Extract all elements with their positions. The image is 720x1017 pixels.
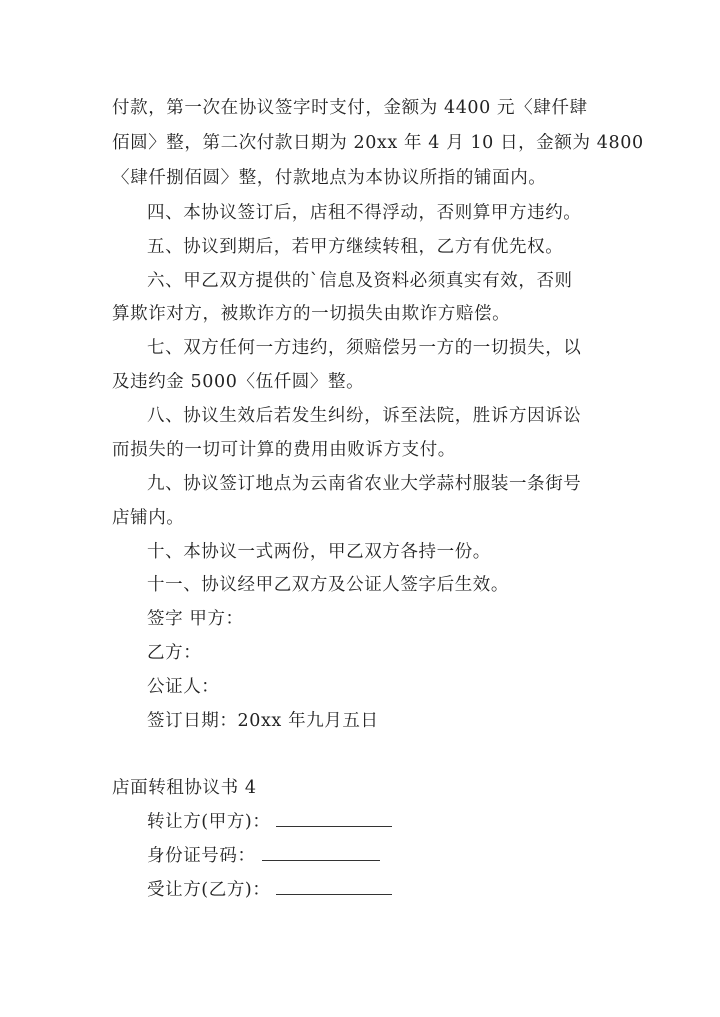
id-number-field xyxy=(147,845,380,867)
transferor-label: 转让方(甲方)： xyxy=(147,812,271,832)
signing-date: 签订日期：20xx 年九月五日 xyxy=(147,711,379,731)
id-number-label: 身份证号码： xyxy=(147,846,256,866)
clause-6-line-2: 算欺诈对方，被欺诈方的一切损失由欺诈方赔偿。 xyxy=(112,304,511,324)
section-title: 店面转租协议书 4 xyxy=(112,778,257,798)
id-number-blank xyxy=(262,846,380,861)
signature-party-a: 签字 甲方： xyxy=(147,609,244,629)
signature-party-b: 乙方： xyxy=(147,643,202,663)
clause-8-line-1: 八、协议生效后若发生纠纷，诉至法院，胜诉方因诉讼 xyxy=(147,406,582,426)
clause-8-line-2: 而损失的一切可计算的费用由败诉方支付。 xyxy=(112,440,456,460)
clause-5: 五、协议到期后，若甲方继续转租，乙方有优先权。 xyxy=(147,237,564,257)
transferee-blank xyxy=(276,880,392,895)
clause-6-line-1: 六、甲乙双方提供的`信息及资料必须真实有效，否则 xyxy=(147,271,573,291)
transferee-label: 受让方(乙方)： xyxy=(147,880,271,900)
clause-10: 十、本协议一式两份，甲乙双方各持一份。 xyxy=(147,542,491,562)
clause-9-line-1: 九、协议签订地点为云南省农业大学蒜村服装一条街号 xyxy=(147,474,582,494)
transferor-blank xyxy=(276,812,392,827)
signature-notary: 公证人： xyxy=(147,677,220,697)
transferee-field xyxy=(147,879,392,901)
clause-7-line-2: 及违约金 5000〈伍仟圆〉整。 xyxy=(112,372,365,392)
clause-11: 十一、协议经甲乙双方及公证人签字后生效。 xyxy=(147,575,509,595)
payment-text-line-1: 付款，第一次在协议签字时支付，金额为 4400 元〈肆仟肆 xyxy=(112,98,588,118)
clause-4: 四、本协议签订后，店租不得浮动，否则算甲方违约。 xyxy=(147,203,582,223)
payment-text-line-3: 〈肆仟捌佰圆〉整，付款地点为本协议所指的铺面内。 xyxy=(112,168,547,188)
clause-9-line-2: 店铺内。 xyxy=(112,508,185,528)
clause-7-line-1: 七、双方任何一方违约，须赔偿另一方的一切损失，以 xyxy=(147,338,582,358)
payment-text-line-2: 佰圆〉整，第二次付款日期为 20xx 年 4 月 10 日，金额为 4800 xyxy=(112,133,644,153)
transferor-field xyxy=(147,811,392,833)
